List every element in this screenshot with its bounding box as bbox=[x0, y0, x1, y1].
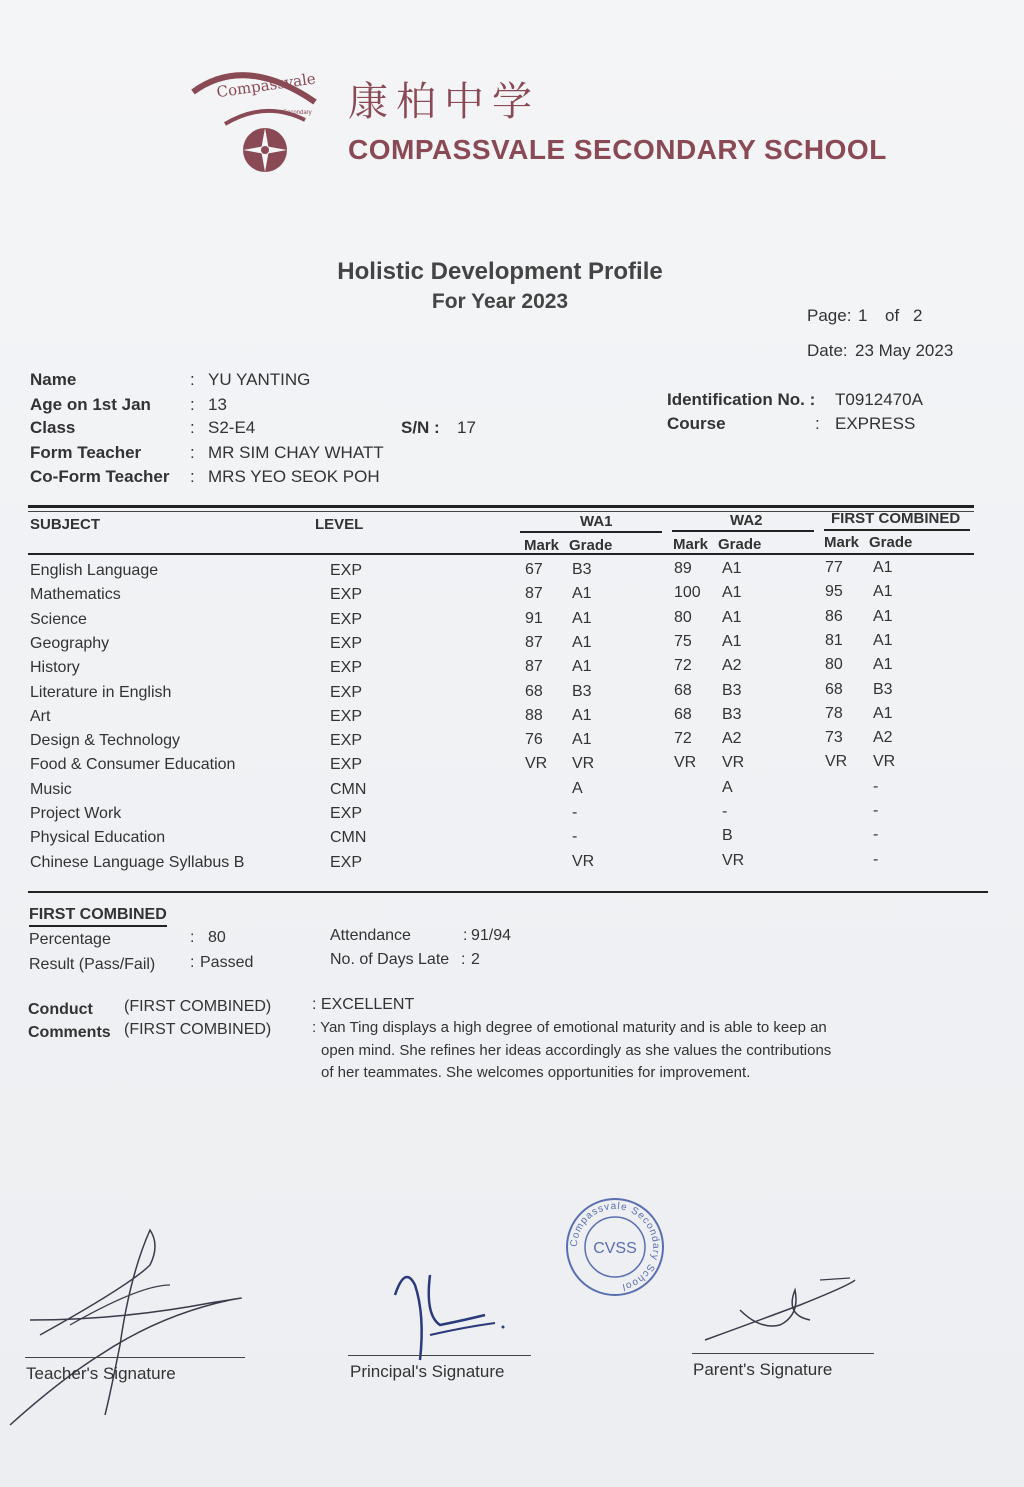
header-level: LEVEL bbox=[315, 516, 364, 533]
fc-grade-cell: A1 bbox=[873, 607, 893, 625]
wa1-grade-cell: A1 bbox=[572, 731, 592, 749]
wa1-grade-cell: A1 bbox=[572, 706, 592, 724]
level-cell: EXP bbox=[330, 634, 363, 652]
logo-text: Compassvale bbox=[215, 69, 317, 102]
fc-mark-cell: 95 bbox=[825, 583, 843, 601]
wa2-mark-cell: 75 bbox=[674, 632, 692, 650]
page-number: 1 bbox=[858, 306, 868, 325]
subject-cell: Music bbox=[30, 780, 72, 798]
fc-mark-cell: 77 bbox=[825, 559, 843, 576]
header-subject: SUBJECT bbox=[30, 516, 101, 533]
table-bottom-rule bbox=[28, 891, 988, 893]
wa2-mark-cell: 68 bbox=[674, 681, 692, 699]
page-total: 2 bbox=[913, 306, 923, 325]
principal-signature-label: Principal's Signature bbox=[350, 1362, 505, 1381]
header-fc-mark: Mark bbox=[824, 534, 860, 551]
comments-label: Comments bbox=[28, 1024, 111, 1041]
teacher-signature-line bbox=[25, 1357, 245, 1358]
wa2-grade-cell: A2 bbox=[722, 730, 742, 748]
header-wa1: WA1 bbox=[580, 513, 613, 530]
school-crest-icon bbox=[185, 62, 320, 182]
subject-cell: Food & Consumer Education bbox=[30, 756, 236, 774]
conduct-value: : EXCELLENT bbox=[312, 996, 415, 1013]
subject-cell: Literature in English bbox=[30, 683, 172, 701]
name-label: Name bbox=[30, 370, 77, 389]
comment-line: open mind. She refines her ideas accordingly as she values the contributions bbox=[321, 1042, 832, 1059]
stamp-seal-icon bbox=[565, 1197, 665, 1297]
fc-mark-cell: VR bbox=[825, 753, 848, 771]
student-name: YU YANTING bbox=[208, 370, 311, 389]
fc-grade-cell: B3 bbox=[873, 680, 893, 698]
wa2-underline bbox=[672, 530, 814, 532]
level-cell: EXP bbox=[330, 707, 363, 725]
level-cell: EXP bbox=[330, 562, 363, 579]
percentage-value: 80 bbox=[208, 929, 226, 946]
report-date: 23 May 2023 bbox=[855, 341, 954, 360]
fc-grade-cell: A1 bbox=[873, 704, 893, 722]
student-sn: 17 bbox=[457, 418, 476, 437]
wa2-grade-cell: A bbox=[722, 778, 733, 796]
parent-signature-label: Parent's Signature bbox=[693, 1360, 833, 1379]
wa1-mark-cell: 87 bbox=[525, 585, 543, 603]
subject-cell: English Language bbox=[30, 562, 159, 579]
conduct-label: Conduct bbox=[28, 1001, 93, 1018]
student-age: 13 bbox=[208, 395, 227, 414]
subject-cell: Project Work bbox=[30, 805, 122, 822]
fc-mark-cell: 68 bbox=[825, 680, 843, 698]
document-title: Holistic Development Profile bbox=[337, 258, 663, 285]
course-colon: : bbox=[815, 414, 820, 433]
level-cell: EXP bbox=[330, 586, 363, 604]
conduct-qualifier: (FIRST COMBINED) bbox=[124, 998, 272, 1015]
teacher-signature-label: Teacher's Signature bbox=[26, 1364, 176, 1383]
wa2-grade-cell: VR bbox=[722, 754, 745, 772]
class-colon: : bbox=[190, 418, 195, 437]
wa2-grade-cell: A2 bbox=[722, 657, 742, 675]
fc-underline bbox=[824, 529, 970, 531]
student-class: S2-E4 bbox=[208, 418, 256, 437]
header-wa1-mark: Mark bbox=[524, 537, 560, 554]
wa2-mark-cell: 89 bbox=[674, 560, 692, 577]
wa1-mark-cell: 91 bbox=[525, 609, 543, 627]
wa2-mark-cell: 72 bbox=[674, 730, 692, 748]
wa1-grade-cell: - bbox=[572, 828, 578, 846]
wa1-grade-cell: VR bbox=[572, 755, 595, 773]
subject-cell: Design & Technology bbox=[30, 732, 181, 750]
comment-line: : Yan Ting displays a high degree of emotional maturity and is able to keep an bbox=[312, 1019, 827, 1036]
fc-grade-cell: VR bbox=[873, 753, 896, 771]
subject-cell: Art bbox=[30, 707, 51, 725]
subject-cell: History bbox=[30, 659, 80, 677]
fc-mark-cell: 81 bbox=[825, 631, 843, 649]
level-cell: EXP bbox=[330, 683, 363, 701]
comment-line: of her teammates. She welcomes opportunities for improvement. bbox=[321, 1064, 751, 1081]
attendance-label: Attendance bbox=[330, 927, 411, 944]
fc-mark-cell: 80 bbox=[825, 656, 843, 674]
level-cell: EXP bbox=[330, 756, 363, 774]
level-cell: EXP bbox=[330, 659, 363, 677]
header-wa1-grade: Grade bbox=[569, 537, 613, 554]
level-cell: EXP bbox=[330, 732, 363, 750]
wa1-mark-cell: 67 bbox=[525, 561, 543, 578]
student-course: EXPRESS bbox=[835, 414, 916, 433]
subject-cell: Chinese Language Syllabus B bbox=[30, 853, 245, 871]
summary-heading: FIRST COMBINED bbox=[29, 906, 167, 927]
header-first-combined: FIRST COMBINED bbox=[831, 510, 961, 527]
fc-grade-cell: A1 bbox=[873, 559, 893, 576]
wa2-grade-cell: - bbox=[722, 803, 728, 820]
level-cell: CMN bbox=[330, 829, 367, 847]
wa2-mark-cell: VR bbox=[674, 754, 697, 772]
logo-subtext: Secondary bbox=[283, 110, 312, 116]
wa1-grade-cell: A bbox=[572, 779, 583, 797]
fc-grade-cell: - bbox=[873, 850, 879, 868]
wa2-grade-cell: A1 bbox=[722, 608, 742, 626]
form-teacher-label: Form Teacher bbox=[30, 443, 142, 462]
result-value: Passed bbox=[200, 954, 254, 971]
result-colon: : bbox=[190, 954, 195, 971]
percentage-label: Percentage bbox=[29, 931, 111, 948]
wa2-grade-cell: B bbox=[722, 827, 733, 845]
level-cell: CMN bbox=[330, 780, 367, 798]
fc-grade-cell: A2 bbox=[873, 729, 893, 747]
form-teacher: MR SIM CHAY WHATT bbox=[208, 443, 384, 462]
fc-grade-cell: A1 bbox=[873, 583, 893, 601]
stamp-ring-text: Compassvale Secondary School bbox=[568, 1200, 662, 1293]
coform-teacher-label: Co-Form Teacher bbox=[30, 467, 170, 486]
wa1-mark-cell: 87 bbox=[525, 658, 543, 676]
form-teacher-colon: : bbox=[190, 443, 195, 462]
fc-mark-cell: 78 bbox=[825, 704, 843, 722]
wa2-grade-cell: B3 bbox=[722, 681, 742, 699]
wa2-grade-cell: A1 bbox=[722, 584, 742, 602]
fc-grade-cell: A1 bbox=[873, 631, 893, 649]
wa1-mark-cell: 88 bbox=[525, 706, 543, 724]
fc-grade-cell: - bbox=[873, 826, 879, 844]
age-colon: : bbox=[190, 395, 195, 414]
wa2-mark-cell: 100 bbox=[674, 584, 701, 602]
days-late-colon: : bbox=[461, 951, 466, 968]
date-label: Date: bbox=[807, 341, 848, 360]
fc-grade-cell: - bbox=[873, 777, 879, 795]
days-late-label: No. of Days Late bbox=[330, 951, 450, 968]
document-subtitle: For Year 2023 bbox=[431, 290, 569, 313]
wa2-grade-cell: A1 bbox=[722, 560, 742, 577]
wa2-grade-cell: VR bbox=[722, 851, 745, 869]
days-late-value: 2 bbox=[471, 951, 480, 968]
school-name-chinese: 康柏中学 bbox=[348, 79, 540, 125]
wa1-grade-cell: - bbox=[572, 804, 578, 821]
subject-cell: Geography bbox=[30, 634, 110, 652]
wa1-grade-cell: A1 bbox=[572, 585, 592, 603]
header-wa2-grade: Grade bbox=[718, 536, 762, 553]
wa1-mark-cell: 76 bbox=[525, 731, 543, 749]
fc-grade-cell: A1 bbox=[873, 656, 893, 674]
wa2-mark-cell: 72 bbox=[674, 657, 692, 675]
wa1-grade-cell: A1 bbox=[572, 609, 592, 627]
wa2-grade-cell: A1 bbox=[722, 632, 742, 650]
wa2-grade-cell: B3 bbox=[722, 705, 742, 723]
page-label: Page: bbox=[807, 306, 852, 325]
sn-label: S/N : bbox=[401, 418, 440, 437]
class-label: Class bbox=[30, 418, 76, 437]
fc-mark-cell: 86 bbox=[825, 607, 843, 625]
school-name: COMPASSVALE SECONDARY SCHOOL bbox=[348, 134, 887, 165]
level-cell: EXP bbox=[330, 853, 363, 871]
attendance-value: 91/94 bbox=[471, 927, 512, 944]
wa1-underline bbox=[520, 531, 662, 533]
parent-signature-line bbox=[692, 1353, 874, 1354]
comments-qualifier: (FIRST COMBINED) bbox=[124, 1021, 272, 1038]
wa2-mark-cell: 80 bbox=[674, 608, 692, 626]
wa1-grade-cell: A1 bbox=[572, 633, 592, 651]
name-colon: : bbox=[190, 370, 195, 389]
level-cell: EXP bbox=[330, 805, 363, 822]
subject-cell: Physical Education bbox=[30, 829, 166, 847]
percentage-colon: : bbox=[190, 929, 195, 946]
age-label: Age on 1st Jan bbox=[30, 395, 151, 414]
wa1-mark-cell: VR bbox=[525, 755, 548, 773]
school-logo bbox=[185, 62, 320, 182]
wa1-grade-cell: B3 bbox=[572, 682, 592, 700]
wa1-grade-cell: B3 bbox=[572, 561, 592, 578]
principal-signature-mark bbox=[385, 1255, 515, 1365]
school-stamp bbox=[565, 1197, 665, 1297]
header-wa2-mark: Mark bbox=[673, 536, 709, 553]
table-top-rule bbox=[28, 505, 974, 508]
attendance-colon: : bbox=[463, 927, 468, 944]
header-fc-grade: Grade bbox=[869, 534, 913, 551]
course-label: Course bbox=[667, 414, 726, 433]
level-cell: EXP bbox=[330, 610, 363, 628]
coform-teacher: MRS YEO SEOK POH bbox=[208, 467, 380, 486]
student-id: T0912470A bbox=[835, 390, 923, 409]
wa2-mark-cell: 68 bbox=[674, 705, 692, 723]
fc-mark-cell: 73 bbox=[825, 729, 843, 747]
page-of: of bbox=[885, 306, 900, 325]
wa1-mark-cell: 68 bbox=[525, 682, 543, 700]
parent-signature-mark bbox=[700, 1270, 870, 1350]
subject-cell: Mathematics bbox=[30, 586, 121, 604]
wa1-mark-cell: 87 bbox=[525, 633, 543, 651]
stamp-center-text: CVSS bbox=[593, 1240, 637, 1257]
coform-teacher-colon: : bbox=[190, 467, 195, 486]
wa1-grade-cell: A1 bbox=[572, 658, 592, 676]
subject-cell: Science bbox=[30, 610, 87, 628]
result-label: Result (Pass/Fail) bbox=[29, 956, 156, 973]
principal-signature-line bbox=[348, 1355, 531, 1356]
teacher-signature-mark bbox=[10, 1225, 270, 1435]
header-bottom-rule bbox=[28, 553, 974, 555]
header-wa2: WA2 bbox=[730, 512, 763, 529]
fc-grade-cell: - bbox=[873, 802, 879, 819]
wa1-grade-cell: VR bbox=[572, 852, 595, 870]
id-label: Identification No. : bbox=[667, 390, 816, 409]
